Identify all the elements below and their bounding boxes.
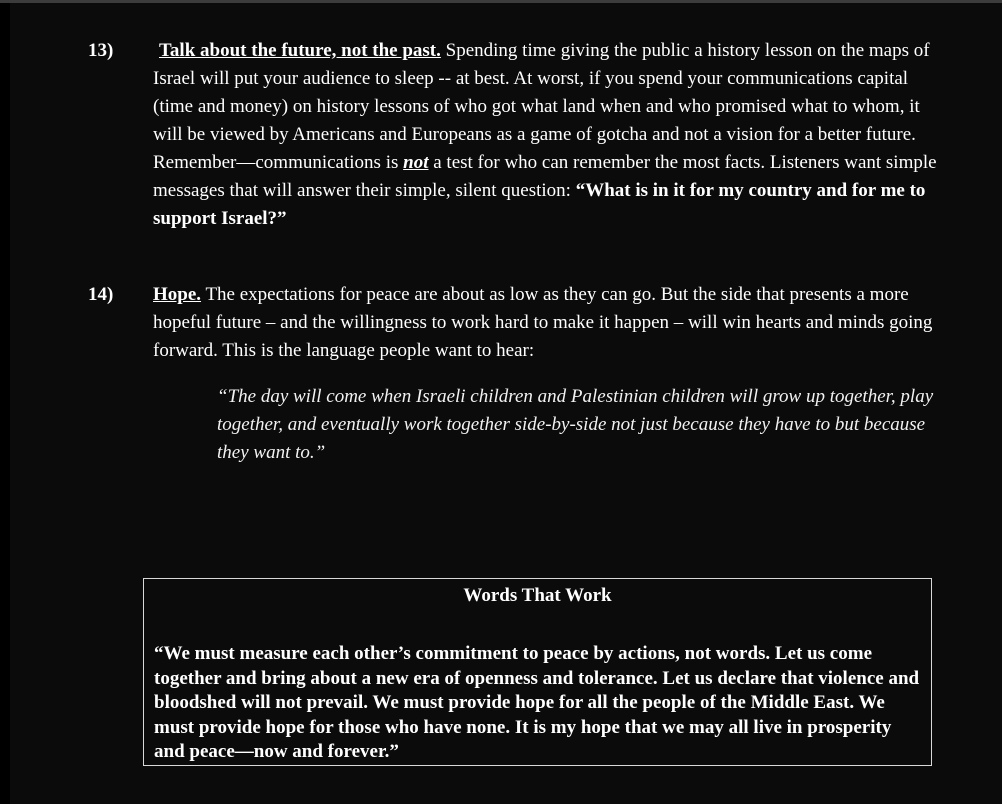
page-edge [0,3,10,804]
key-question: “What is in it for my country and for me to support Israel?” [153,180,926,229]
box-title: Words That Work [463,585,612,606]
item-text-continued: a test for who can remember the most facts. Listeners want simple messages that will answer their simple, silent question: [153,152,937,201]
item-body [153,281,943,365]
item-text: The expectations for peace are about as low as they can go. But the side that presents a more hopeful future – and the willingness to work hard to make it happen – will win hearts and minds going forward. This is the language people want to hear: [153,284,933,361]
item-number: 13) [88,40,114,61]
block-quote: “The day will come when Israeli children and Palestinian children will grow up together, play together, and eventually work together side-by-side not just because they have to but because they want to.” [217,386,934,463]
item-heading: Talk about the future, not the past. [159,40,441,61]
emphasis-word: not [403,152,429,173]
item-heading: Hope. [153,284,202,305]
words-that-work-box [143,578,932,766]
box-quote: “We must measure each other’s commitment to peace by actions, not words. Let us come together and bring about a new era of openness and tolerance. Let us declare that violence and bloodshed will not prevail. We must provide hope for all the people of the Middle East. We must provide hope for those who have none. It is my hope that we may all live in prosperity and peace—now and forever.” [154,643,920,762]
item-text: Spending time giving the public a history lesson on the maps of Israel will put your audience to sleep -- at best. At worst, if you spend your communications capital (time and money) on history lessons of who got what land when and who promised what to whom, it will be viewed by Americans and Europeans as a game of gotcha and not a vision for a better future. Remember—communications is [153,40,930,173]
item-number: 14) [88,284,114,305]
item-body [153,37,943,233]
